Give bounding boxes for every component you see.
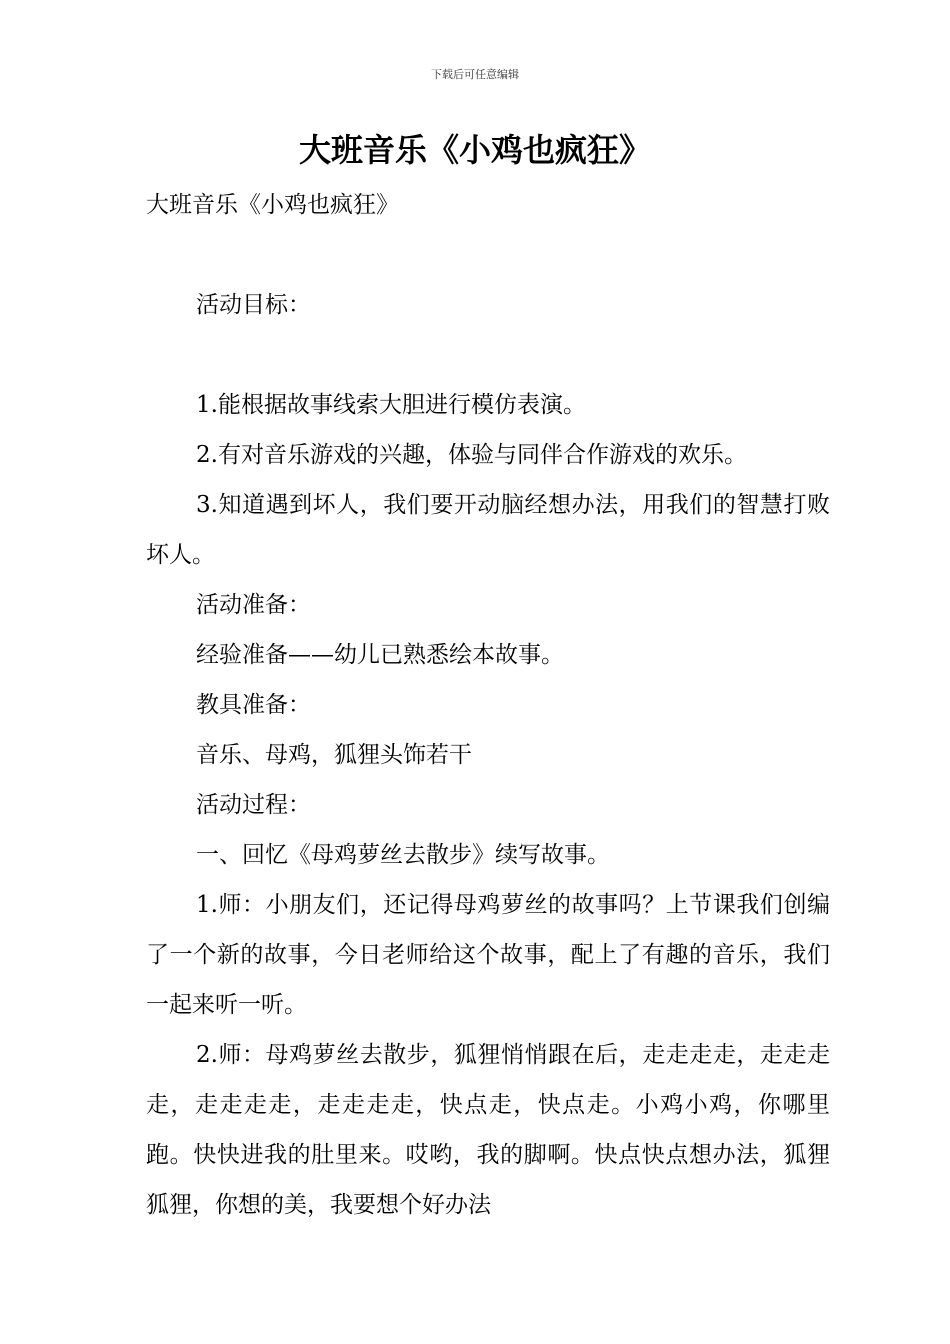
process-heading: 活动过程： [196,792,311,818]
prep-experience: 经验准备——幼儿已熟悉绘本故事。 [196,642,564,668]
prep-heading: 活动准备： [196,592,311,618]
goal-item: 1.能根据故事线索大胆进行模仿表演。 [196,392,586,418]
document-body [146,180,830,1230]
step1-heading: 一、回忆《母鸡萝丝去散步》续写故事。 [196,842,610,868]
goals-heading: 活动目标： [196,292,311,318]
step-item: 2.师：母鸡萝丝去散步，狐狸悄悄跟在后，走走走走，走走走走，走走走走，走走走走，快点走，快点走。小鸡小鸡，你哪里跑。快快进我的肚里来。哎哟，我的脚啊。快点快点想办法，狐狸狐狸，你想的美，我要想个好办法 [146,1042,830,1218]
blank-line [146,230,830,280]
header-note: 下载后可任意编辑 [431,68,519,81]
step-item: 1.师：小朋友们，还记得母鸡萝丝的故事吗？上节课我们创编了一个新的故事，今日老师给这个故事，配上了有趣的音乐，我们一起来听一听。 [146,892,830,1018]
goal-item: 2.有对音乐游戏的兴趣，体验与同伴合作游戏的欢乐。 [196,442,747,468]
goal-item: 3.知道遇到坏人，我们要开动脑经想办法，用我们的智慧打败坏人。 [146,492,830,568]
blank-line [146,330,830,380]
prep-tools-heading: 教具准备： [196,692,311,718]
page-title: 大班音乐《小鸡也疯狂》 [298,131,651,169]
prep-tools: 音乐、母鸡，狐狸头饰若干 [196,742,472,768]
subtitle: 大班音乐《小鸡也疯狂》 [146,192,399,218]
